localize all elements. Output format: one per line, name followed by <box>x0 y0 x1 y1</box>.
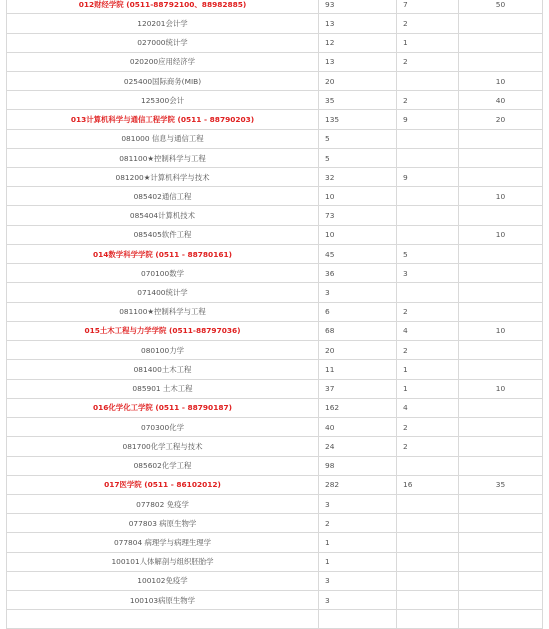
count-c-cell <box>459 264 543 283</box>
major-name-cell: 070100数学 <box>7 264 319 283</box>
count-c-cell <box>459 148 543 167</box>
total-count-cell: 32 <box>319 168 397 187</box>
total-count-cell: 5 <box>319 148 397 167</box>
total-count-cell: 11 <box>319 360 397 379</box>
count-c-cell <box>459 341 543 360</box>
school-name-cell: 015土木工程与力学学院 (0511-88797036) <box>7 321 319 340</box>
count-c-cell: 10 <box>459 379 543 398</box>
count-c-cell <box>459 129 543 148</box>
count-c-cell: 50 <box>459 0 543 14</box>
major-row <box>7 418 543 437</box>
total-count-cell: 37 <box>319 379 397 398</box>
count-b-cell <box>397 456 459 475</box>
major-row <box>7 571 543 590</box>
count-b-cell: 1 <box>397 33 459 52</box>
count-c-cell <box>459 14 543 33</box>
school-name-cell: 013计算机科学与通信工程学院 (0511 - 88790203) <box>7 110 319 129</box>
total-count-cell: 36 <box>319 264 397 283</box>
total-count-cell: 13 <box>319 14 397 33</box>
total-count-cell: 20 <box>319 341 397 360</box>
major-name-cell: 100102免疫学 <box>7 571 319 590</box>
major-name-cell: 080100力学 <box>7 341 319 360</box>
count-c-cell: 20 <box>459 110 543 129</box>
major-row <box>7 225 543 244</box>
total-count-cell: 6 <box>319 302 397 321</box>
count-b-cell <box>397 71 459 90</box>
count-c-cell: 10 <box>459 225 543 244</box>
count-b-cell <box>397 206 459 225</box>
total-count-cell: 35 <box>319 91 397 110</box>
school-row <box>7 110 543 129</box>
major-row <box>7 552 543 571</box>
total-count-cell: 10 <box>319 187 397 206</box>
count-c-cell: 10 <box>459 71 543 90</box>
school-name-cell: 017医学院 (0511 - 86102012) <box>7 475 319 494</box>
major-row <box>7 168 543 187</box>
count-c-cell <box>459 437 543 456</box>
count-c-cell <box>459 244 543 263</box>
count-b-cell <box>397 533 459 552</box>
major-row <box>7 187 543 206</box>
count-c-cell <box>459 302 543 321</box>
total-count-cell: 68 <box>319 321 397 340</box>
count-c-cell <box>459 610 543 629</box>
major-row <box>7 341 543 360</box>
total-count-cell: 135 <box>319 110 397 129</box>
major-name-cell: 081700化学工程与技术 <box>7 437 319 456</box>
count-b-cell: 5 <box>397 244 459 263</box>
major-name-cell: 081400土木工程 <box>7 360 319 379</box>
total-count-cell: 2 <box>319 514 397 533</box>
total-count-cell: 20 <box>319 71 397 90</box>
major-name-cell: 081100★控制科学与工程 <box>7 302 319 321</box>
count-b-cell <box>397 283 459 302</box>
count-b-cell: 2 <box>397 302 459 321</box>
count-b-cell <box>397 571 459 590</box>
major-name-cell: 100101人体解剖与组织胚胎学 <box>7 552 319 571</box>
count-b-cell <box>397 129 459 148</box>
major-name-cell: 125300会计 <box>7 91 319 110</box>
major-name-cell: 100103病原生物学 <box>7 591 319 610</box>
major-name-cell: 070300化学 <box>7 418 319 437</box>
major-name-cell: 085405软件工程 <box>7 225 319 244</box>
major-row <box>7 264 543 283</box>
school-row <box>7 398 543 417</box>
count-c-cell <box>459 283 543 302</box>
count-b-cell: 2 <box>397 14 459 33</box>
count-b-cell <box>397 225 459 244</box>
total-count-cell: 93 <box>319 0 397 14</box>
major-name-cell: 085901 土木工程 <box>7 379 319 398</box>
major-row <box>7 148 543 167</box>
major-row <box>7 33 543 52</box>
major-name-cell: 085602化学工程 <box>7 456 319 475</box>
count-c-cell <box>459 206 543 225</box>
count-b-cell <box>397 514 459 533</box>
count-b-cell: 9 <box>397 110 459 129</box>
major-name-cell: 077802 免疫学 <box>7 495 319 514</box>
count-b-cell: 1 <box>397 379 459 398</box>
total-count-cell: 73 <box>319 206 397 225</box>
major-name-cell: 081100★控制科学与工程 <box>7 148 319 167</box>
major-name-cell: 081200★计算机科学与技术 <box>7 168 319 187</box>
total-count-cell: 12 <box>319 33 397 52</box>
count-c-cell <box>459 360 543 379</box>
count-b-cell: 3 <box>397 264 459 283</box>
major-row <box>7 495 543 514</box>
count-b-cell: 4 <box>397 321 459 340</box>
major-name-cell: 077803 病原生物学 <box>7 514 319 533</box>
count-c-cell <box>459 591 543 610</box>
count-b-cell: 2 <box>397 91 459 110</box>
major-name-cell: 027000统计学 <box>7 33 319 52</box>
major-row <box>7 52 543 71</box>
total-count-cell: 1 <box>319 552 397 571</box>
major-row <box>7 360 543 379</box>
total-count-cell: 1 <box>319 533 397 552</box>
table-body <box>7 0 543 629</box>
count-b-cell: 2 <box>397 52 459 71</box>
count-b-cell: 1 <box>397 360 459 379</box>
school-row <box>7 244 543 263</box>
major-name-cell: 120201会计学 <box>7 14 319 33</box>
major-row <box>7 206 543 225</box>
major-name-cell: 071400统计学 <box>7 283 319 302</box>
major-name-cell: 081000 信息与通信工程 <box>7 129 319 148</box>
major-row <box>7 302 543 321</box>
total-count-cell: 3 <box>319 283 397 302</box>
total-count-cell: 45 <box>319 244 397 263</box>
school-name-cell: 012财经学院 (0511-88792100、88982885) <box>7 0 319 14</box>
major-row <box>7 437 543 456</box>
count-c-cell <box>459 456 543 475</box>
total-count-cell: 3 <box>319 495 397 514</box>
count-b-cell: 4 <box>397 398 459 417</box>
major-row <box>7 129 543 148</box>
major-row <box>7 14 543 33</box>
count-c-cell <box>459 533 543 552</box>
count-c-cell <box>459 514 543 533</box>
count-c-cell <box>459 52 543 71</box>
major-row <box>7 71 543 90</box>
major-row <box>7 283 543 302</box>
count-b-cell: 2 <box>397 341 459 360</box>
total-count-cell: 5 <box>319 129 397 148</box>
count-c-cell <box>459 418 543 437</box>
enrollment-table <box>6 0 543 629</box>
school-name-cell: 014数学科学学院 (0511 - 88780161) <box>7 244 319 263</box>
count-b-cell: 9 <box>397 168 459 187</box>
count-b-cell <box>397 187 459 206</box>
count-b-cell: 16 <box>397 475 459 494</box>
major-row <box>7 456 543 475</box>
major-row <box>7 591 543 610</box>
total-count-cell: 282 <box>319 475 397 494</box>
count-c-cell <box>459 168 543 187</box>
major-name-cell: 085404计算机技术 <box>7 206 319 225</box>
major-name-cell: 077804 病理学与病理生理学 <box>7 533 319 552</box>
count-c-cell: 10 <box>459 321 543 340</box>
school-row <box>7 475 543 494</box>
count-c-cell: 40 <box>459 91 543 110</box>
total-count-cell: 3 <box>319 571 397 590</box>
total-count-cell: 13 <box>319 52 397 71</box>
count-b-cell <box>397 552 459 571</box>
count-b-cell <box>397 591 459 610</box>
count-c-cell <box>459 495 543 514</box>
total-count-cell: 98 <box>319 456 397 475</box>
major-name-cell <box>7 610 319 629</box>
count-c-cell: 10 <box>459 187 543 206</box>
school-name-cell: 016化学化工学院 (0511 - 88790187) <box>7 398 319 417</box>
count-b-cell: 2 <box>397 437 459 456</box>
total-count-cell: 40 <box>319 418 397 437</box>
count-b-cell <box>397 495 459 514</box>
major-row <box>7 379 543 398</box>
count-c-cell <box>459 33 543 52</box>
count-c-cell <box>459 571 543 590</box>
total-count-cell: 3 <box>319 591 397 610</box>
count-c-cell: 35 <box>459 475 543 494</box>
total-count-cell: 10 <box>319 225 397 244</box>
major-row <box>7 533 543 552</box>
major-row <box>7 610 543 629</box>
count-b-cell: 2 <box>397 418 459 437</box>
count-b-cell: 7 <box>397 0 459 14</box>
school-row <box>7 321 543 340</box>
count-c-cell <box>459 398 543 417</box>
total-count-cell: 162 <box>319 398 397 417</box>
major-name-cell: 025400国际商务(MIB) <box>7 71 319 90</box>
count-c-cell <box>459 552 543 571</box>
count-b-cell <box>397 610 459 629</box>
major-row <box>7 91 543 110</box>
major-row <box>7 514 543 533</box>
school-row <box>7 0 543 14</box>
total-count-cell: 24 <box>319 437 397 456</box>
count-b-cell <box>397 148 459 167</box>
total-count-cell <box>319 610 397 629</box>
major-name-cell: 020200应用经济学 <box>7 52 319 71</box>
major-name-cell: 085402通信工程 <box>7 187 319 206</box>
